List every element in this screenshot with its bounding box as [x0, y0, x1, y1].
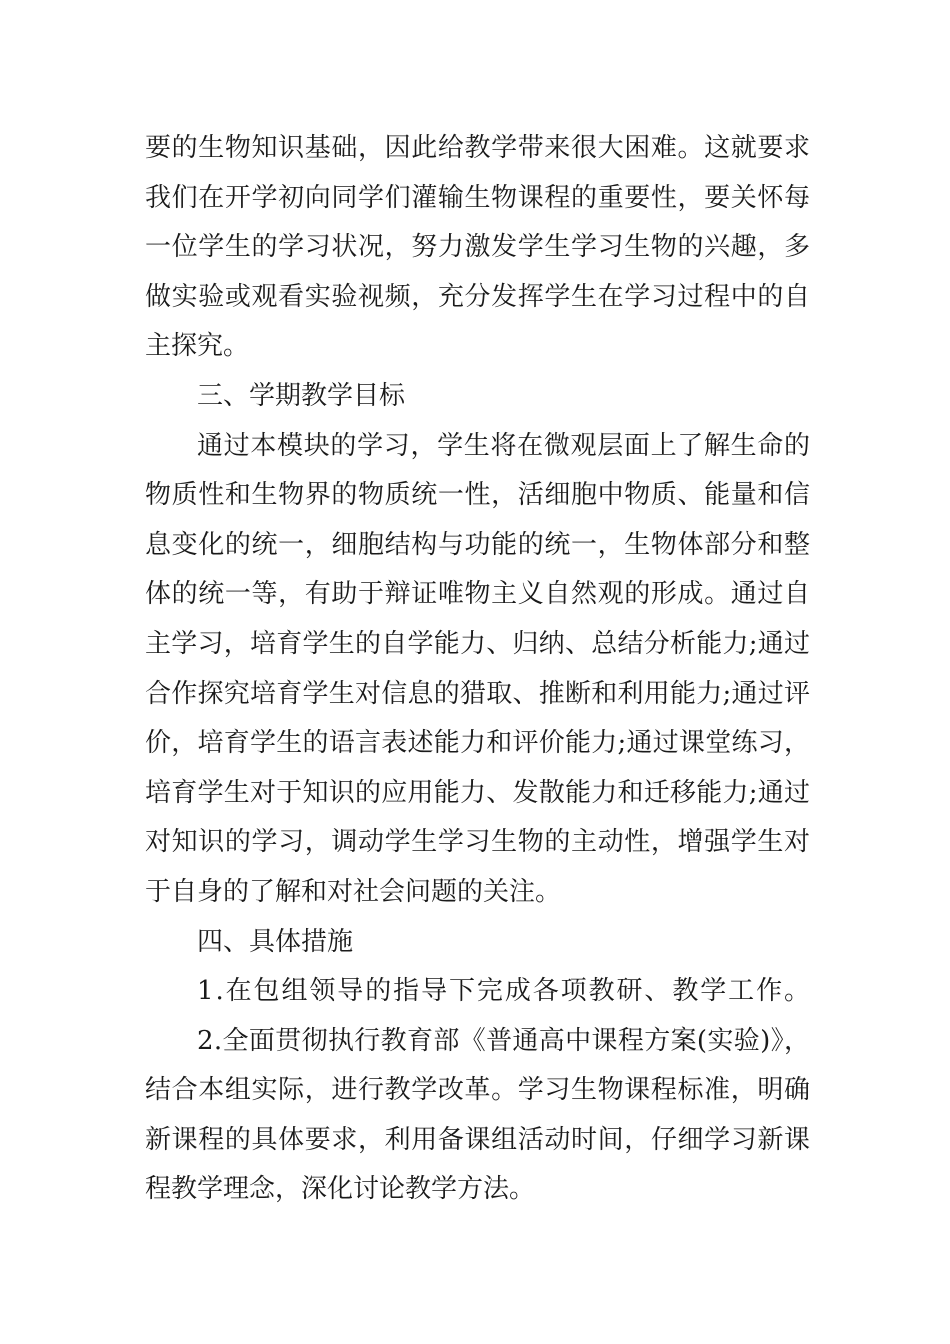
- text-line: 我们在开学初向同学们灌输生物课程的重要性，要关怀每: [145, 182, 811, 213]
- text-line: 四、具体措施: [197, 926, 354, 957]
- text-line: 对知识的学习，调动学生学习生物的主动性，增强学生对: [145, 827, 811, 858]
- text-line: 要的生物知识基础，因此给教学带来很大困难。这就要求: [145, 133, 811, 163]
- text-line: 新课程的具体要求，利用备课组活动时间，仔细学习新课: [145, 1124, 811, 1155]
- text-line: 三、学期教学目标: [197, 380, 406, 411]
- paragraph: [145, 124, 810, 372]
- text-line: 做实验或观看实验视频，充分发挥学生在学习过程中的自: [145, 281, 811, 312]
- text-line: 结合本组实际，进行教学改革。学习生物课程标准，明确: [145, 1075, 811, 1106]
- text-line: 2.全面贯彻执行教育部《普通高中课程方案(实验)》，: [197, 1025, 811, 1056]
- document-body: [145, 124, 810, 1215]
- text-line: 合作探究培育学生对信息的猎取、推断和利用能力;通过评: [145, 678, 811, 709]
- text-line: 一位学生的学习状况，努力激发学生学习生物的兴趣，多: [145, 232, 811, 263]
- text-line: 价，培育学生的语言表述能力和评价能力;通过课堂练习，: [145, 728, 811, 759]
- paragraph: [145, 372, 810, 422]
- text-line: 程教学理念，深化讨论教学方法。: [145, 1174, 536, 1205]
- text-line: 通过本模块的学习，学生将在微观层面上了解生命的: [197, 430, 811, 461]
- paragraph: [145, 1017, 810, 1215]
- text-line: 主探究。: [145, 331, 250, 362]
- text-line: 体的统一等，有助于辩证唯物主义自然观的形成。通过自: [145, 579, 811, 610]
- text-line: 于自身的了解和对社会问题的关注。: [145, 876, 562, 907]
- text-line: 主学习，培育学生的自学能力、归纳、总结分析能力;通过: [145, 628, 811, 659]
- paragraph: [145, 967, 810, 1017]
- text-line: 培育学生对于知识的应用能力、发散能力和迁移能力;通过: [145, 777, 811, 808]
- text-line: 1.在包组领导的指导下完成各项教研、教学工作。: [197, 976, 812, 1007]
- paragraph: [145, 422, 810, 918]
- text-line: 息变化的统一，细胞结构与功能的统一，生物体部分和整: [145, 529, 811, 560]
- text-line: 物质性和生物界的物质统一性，活细胞中物质、能量和信: [145, 480, 811, 511]
- paragraph: [145, 918, 810, 968]
